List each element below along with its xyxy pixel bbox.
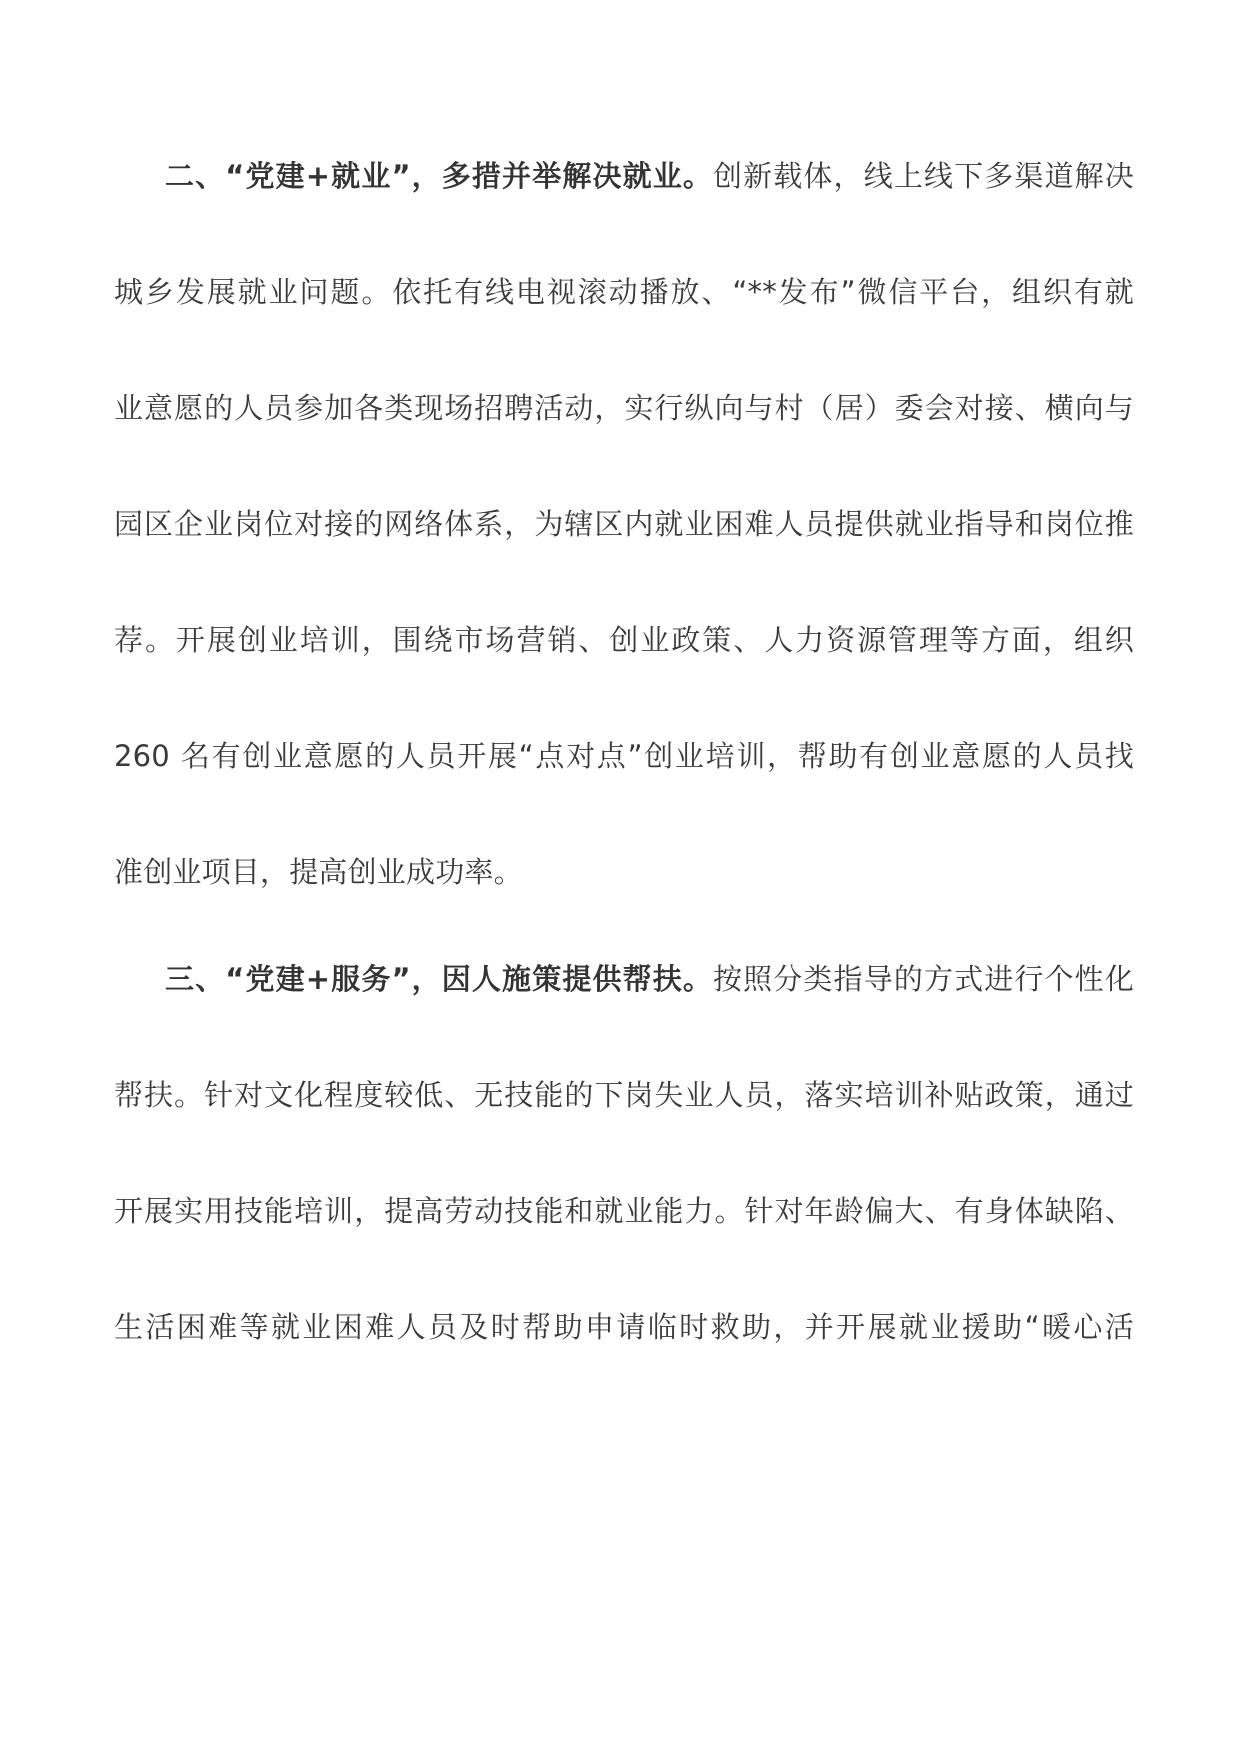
paragraph-1-line-7: 准创业项目，提高创业成功率。 <box>114 855 523 889</box>
paragraph-2-text: 按照分类指导的方式进行个性化 <box>713 962 1134 996</box>
paragraph-1-text: 创新载体，线上线下多渠道解决 <box>713 159 1134 193</box>
paragraph-2-heading: 三、“党建+服务”，因人施策提供帮扶。 <box>165 962 714 996</box>
paragraph-2-line-4: 生活困难等就业困难人员及时帮助申请临时救助，并开展就业援助“暖心活 <box>114 1310 1134 1344</box>
paragraph-1-line-5: 荐。开展创业培训，围绕市场营销、创业政策、人力资源管理等方面，组织 <box>114 623 1134 657</box>
paragraph-2-line-3: 开展实用技能培训，提高劳动技能和就业能力。针对年龄偏大、有身体缺陷、 <box>114 1194 1134 1228</box>
paragraph-1-line-2: 城乡发展就业问题。依托有线电视滚动播放、“**发布”微信平台，组织有就 <box>114 275 1134 309</box>
paragraph-2-line-2: 帮扶。针对文化程度较低、无技能的下岗失业人员，落实培训补贴政策，通过 <box>114 1078 1134 1112</box>
paragraph-1-line-4: 园区企业岗位对接的网络体系，为辖区内就业困难人员提供就业指导和岗位推 <box>114 507 1134 541</box>
paragraph-1-line-1 <box>165 156 1134 196</box>
paragraph-2-line-1 <box>165 959 1134 999</box>
paragraph-1-line-3: 业意愿的人员参加各类现场招聘活动，实行纵向与村（居）委会对接、横向与 <box>114 391 1134 425</box>
paragraph-1-heading: 二、“党建+就业”，多措并举解决就业。 <box>165 159 714 193</box>
paragraph-1-line-6: 260 名有创业意愿的人员开展“点对点”创业培训，帮助有创业意愿的人员找 <box>114 739 1134 773</box>
